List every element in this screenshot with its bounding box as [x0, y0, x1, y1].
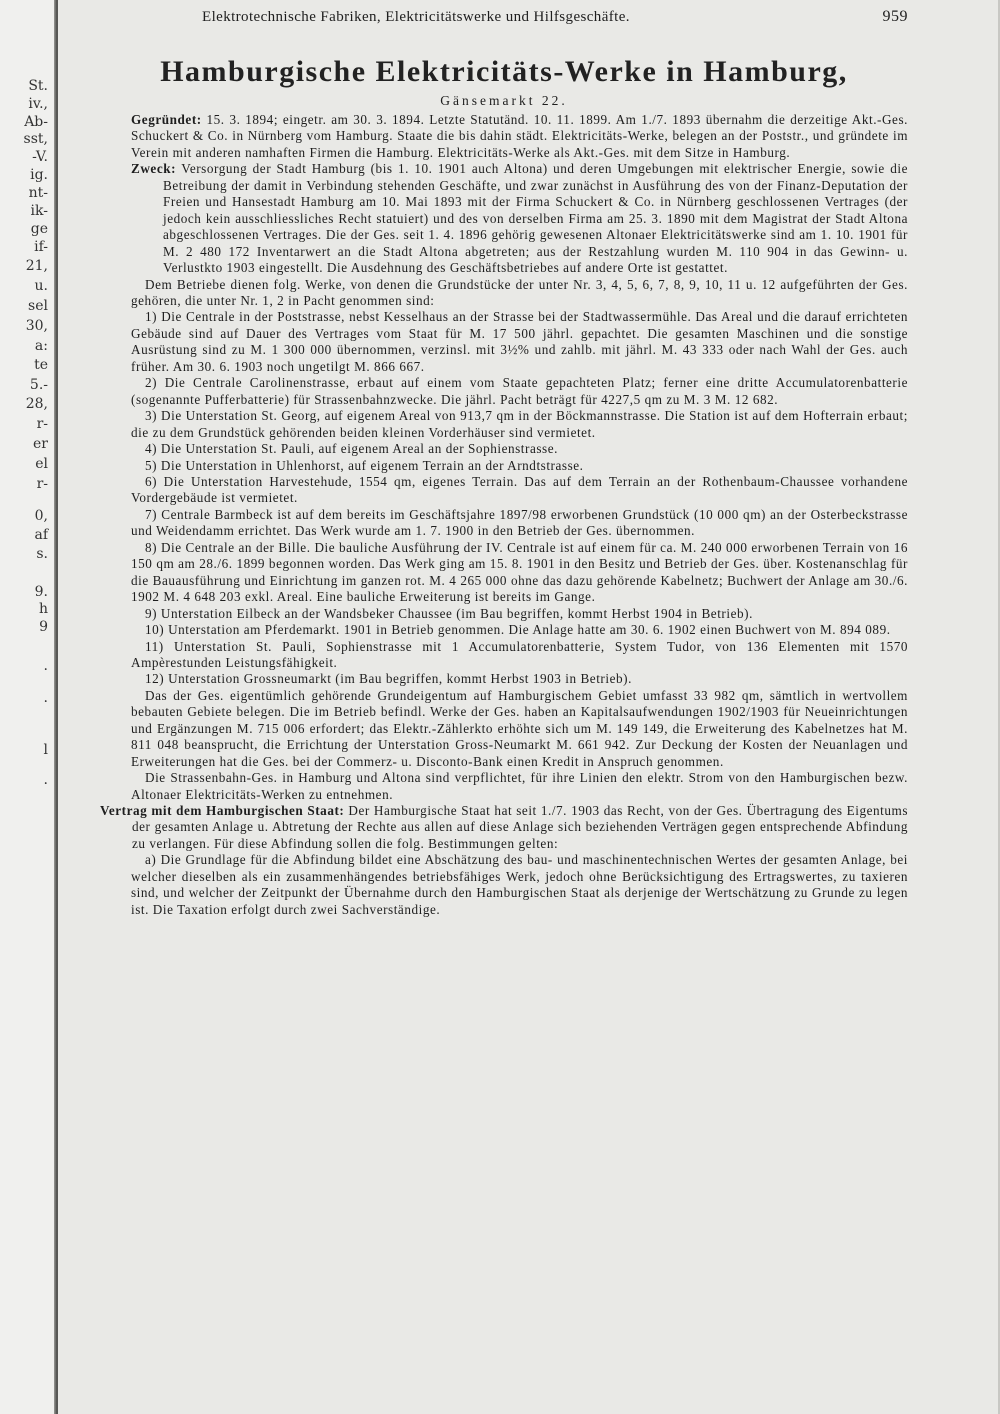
founding-label: Gegründet: [131, 112, 202, 127]
purpose-paragraph [100, 161, 908, 276]
works-item-3: 3) Die Unterstation St. Georg, auf eigenem Areal von 913,7 qm in der Böckmannstrasse. Die Station ist auf dem Hofterrain erbaut; die zu dem Grundstück gehörenden beiden kleinen Vorderhäuser sind vermietet. [131, 408, 908, 440]
gutter-fragment: ge [30, 221, 48, 237]
gutter-fragment: if- [34, 239, 48, 255]
works-item-10: 10) Unterstation am Pferdemarkt. 1901 in Betrieb genommen. Die Anlage hatte am 30. 6. 1902 einen Buchwert von M. 894 089. [145, 622, 891, 638]
gutter-fragment: sel [28, 298, 48, 314]
gutter-fragment: r- [36, 476, 48, 492]
running-header [100, 6, 908, 28]
entry-body [100, 112, 908, 161]
works-intro: Dem Betriebe dienen folg. Werke, von denen die Grundstücke der unter Nr. 3, 4, 5, 6, 7, 8, 9, 10, 11 u. 12 aufgeführten der Ges. gehören, die unter Nr. 1, 2 in Pacht genommen sind: [131, 276, 908, 308]
gutter-fragment: 30, [25, 318, 48, 334]
works-item-12: 12) Unterstation Grossneumarkt (im Bau begriffen, kommt Herbst 1903 in Betrieb). [145, 671, 632, 687]
contract-terms [100, 852, 908, 918]
gutter-fragment: s. [36, 546, 48, 562]
gutter-fragment: 21, [25, 258, 48, 274]
gutter-fragment: 9 [39, 619, 48, 635]
works-item-6: 6) Die Unterstation Harvestehude, 1554 qm, eigenes Terrain. Das auf dem Terrain an der Rothenbaum-Chaussee vorhandene Vordergebäude ist vermietet. [131, 473, 908, 506]
works-item-1: 1) Die Centrale in der Poststrasse, nebst Kesselhaus an der Strasse bei der Stadtwassermühle. Das Areal und die darauf errichteten Gebäude sind auf Dauer des Vertrages vom Staat für M. 17 500 jährl. gepachtet. Die gesamten Maschinen und die sonstige Ausrüstung sind zu M. 1 300 000 übernommen, verzinsl. mit 3½% und zahlb. mit jährl. M. 43 333 oder nach Wahl der Ges. auch früher. Am 30. 6. 1903 noch ungetilgt M. 866 667. [131, 309, 908, 374]
gutter-fragment: er [33, 436, 48, 452]
previous-page-gutter [0, 0, 58, 1414]
founding-text: 15. 3. 1894; eingetr. am 30. 3. 1894. Letzte Statutänd. 10. 11. 1899. Am 1./7. 1893 übernahm die derzeitige Akt.-Ges. Schuckert & Co. in Nürnberg vom Hamburg. Staate die bis dahin städt. Elektricitäts-Werke, belegen an der Poststr., und gründete im Verein mit anderen namhaften Firmen die Hamburg. Elektricitäts-Werke als Akt.-Ges. mit dem Sitze in Hamburg. [131, 112, 908, 160]
gutter-fragment: ik- [30, 203, 48, 219]
works-item-9: 9) Unterstation Eilbeck an der Wandsbeker Chaussee (im Bau begriffen, kommt Herbst 1904 in Betrieb). [145, 605, 753, 621]
page-fold-shadow [54, 0, 58, 1414]
document-page [100, 6, 908, 918]
running-head-title: Elektrotechnische Fabriken, Elektricitätswerke und Hilfsgeschäfte. [202, 9, 630, 25]
gutter-fragment: r- [36, 416, 48, 432]
works-item-8: 8) Die Centrale an der Bille. Die bauliche Ausführung der IV. Centrale ist auf einem für ca. M. 240 000 erworbenen Terrain von 16 150 qm am 28./6. 1899 begonnen worden. Das Werk ging am 15. 8. 1901 in den Besitz und Betrieb der Ges. über. Kostenanschlag für die Bauausführung und Einrichtung im ganzen rot. M. 4 265 000 ohne das dazu gehörende Kabelnetz; Buchwert der Anlage am 30./6. 1902 M. 4 648 203 exkl. Areal. Eine bauliche Erweiterung ist bereits im Gange. [131, 539, 908, 605]
gutter-fragment: 28, [25, 396, 48, 412]
gutter-fragment: 0, [34, 508, 48, 524]
state-contract-paragraph [100, 803, 908, 852]
tramway-paragraph: Die Strassenbahn-Ges. in Hamburg und Altona sind verpflichtet, für ihre Linien den elektr. Strom von den Hamburgischen bezw. Altonaer Elektricitäts-Werken zu entnehmen. [131, 770, 908, 802]
gutter-fragment: . [43, 658, 48, 674]
gutter-fragment: ig. [30, 167, 48, 183]
gutter-fragment: el [35, 456, 48, 472]
gutter-fragment: St. [28, 78, 48, 94]
gutter-fragment: h [38, 601, 48, 617]
company-title: Hamburgische Elektricitäts-Werke in Hamburg, [160, 55, 848, 88]
company-address: Gänsemarkt 22. [440, 93, 568, 108]
purpose-text: Versorgung der Stadt Hamburg (bis 1. 10. 1901 auch Altona) und deren Umgebungen mit elektrischer Energie, sowie die Betreibung der damit in Verbindung stehenden Geschäfte, und zwar zunächst in Ausführung des von der Finanz-Deputation der Freien und Hansestadt Hamburg am 10. Mai 1893 mit der Firma Schuckert & Co. in Nürnberg geschlossenen Vertrages (der jedoch kein ausschliessliches Recht statuiert) und des von derselben Firma am 25. 3. 1890 mit dem Magistrat der Stadt Altona abgeschlossenen Vertrages. Die der Ges. seit 1. 4. 1896 gehörig gewesenen Altonaer Elektricitätswerke sind am 1. 10. 1901 für M. 2 480 172 Inventarwert an die Stadt Altona abgetreten; aus der Restzahlung wurden M. 110 904 in das Gewinn- u. Verlustkto 1903 eingestellt. Die Ausdehnung des Geschäftsbetriebes auf andere Orte ist gestattet. [163, 161, 908, 276]
gutter-fragment: u. [34, 278, 48, 294]
works-item-11: 11) Unterstation St. Pauli, Sophienstrasse mit 1 Accumulatorenbatterie, System Tudor, von 136 Elementen mit 1570 Ampèrestunden Leistungsfähigkeit. [131, 638, 908, 670]
contract-item-a: a) Die Grundlage für die Abfindung bildet eine Abschätzung des bau- und maschinentechnischen Wertes der gesamten Anlage, bei welcher dieselben als ein zusammenhängendes betriebsfähiges Werk, jedoch ohne Berücksichtigung des Ertragswertes, zu taxieren sind, und welcher der Zeitpunkt der Übernahme durch den Hamburgischen Staat als derjenige der Wertschätzung zu Grunde zu legen ist. Die Taxation erfolgt durch zwei Sachverständige. [131, 852, 908, 917]
works-item-5: 5) Die Unterstation in Uhlenhorst, auf eigenem Terrain an der Arndtstrasse. [145, 457, 584, 473]
gutter-fragment: af [34, 527, 48, 543]
state-contract-label: Vertrag mit dem Hamburgischen Staat: [100, 803, 345, 819]
founding-paragraph [131, 112, 908, 161]
gutter-fragment: 9. [34, 584, 48, 600]
works-section [100, 277, 908, 804]
gutter-fragment: iv., [28, 96, 48, 112]
purpose-label: Zweck: [131, 161, 177, 177]
state-contract-text: Der Hamburgische Staat hat seit 1./7. 1903 das Recht, von der Ges. Übertragung des Eigentums der gesamten Anlage u. Abtretung der Rechte aus allen auf diese Anlage sich beziehenden Verträgen gegen entsprechende Abfindung zu verlangen. Für diese Abfindung sollen die folg. Bestimmungen gelten: [132, 803, 908, 851]
works-item-4: 4) Die Unterstation St. Pauli, auf eigenem Areal an der Sophienstrasse. [145, 441, 558, 457]
page-number: 959 [882, 8, 908, 25]
gutter-fragment: . [43, 772, 48, 788]
gutter-fragment: te [34, 357, 48, 373]
works-item-7: 7) Centrale Barmbeck ist auf dem bereits im Geschäftsjahre 1897/98 erworbenen Grundstück (10 000 qm) an der Osterbeckstrasse und Weidendamm errichtet. Das Werk wurde am 1. 7. 1900 in den Betrieb der Ges. übernommen. [131, 506, 908, 539]
gutter-fragment: a: [34, 338, 48, 354]
land-ownership-paragraph: Das der Ges. eigentümlich gehörende Grundeigentum auf Hamburgischem Gebiet umfasst 33 982 qm, sämtlich in wertvollem bebauten Gebiete belegen. Die im Betrieb befindl. Werke der Ges. haben an Kapitalsaufwendungen 1902/1903 für Neueinrichtungen und Ergänzungen M. 715 006 erfordert; das Elektr.-Zählerkto erhöhte sich um M. 149 149, die Erweiterung des Kabelnetzes hat M. 811 048 beansprucht, die Errichtung der Unterstation Gross-Neumarkt M. 661 942. Zur Deckung der Kosten der Neuanlagen und Erweiterungen hat die Ges. bei der Commerz- u. Disconto-Bank einen Kredit in Anspruch genommen. [131, 687, 908, 769]
gutter-fragment: . [43, 690, 48, 706]
gutter-fragment: nt- [28, 185, 48, 201]
gutter-fragment: sst, [23, 131, 48, 147]
works-item-2: 2) Die Centrale Carolinenstrasse, erbaut auf einem vom Staate gepachteten Platz; ferner eine dritte Accumulatorenbatterie (sogenannte Pufferbatterie) für Strassenbahnzwecke. Die jährl. Pacht beträgt für 4227,5 qm zu M. 3 M. 12 682. [131, 375, 908, 407]
gutter-fragment: 5.- [29, 377, 48, 393]
gutter-fragment: -V. [32, 149, 48, 165]
gutter-fragment: l [43, 742, 48, 758]
gutter-fragment: Ab- [24, 114, 48, 130]
